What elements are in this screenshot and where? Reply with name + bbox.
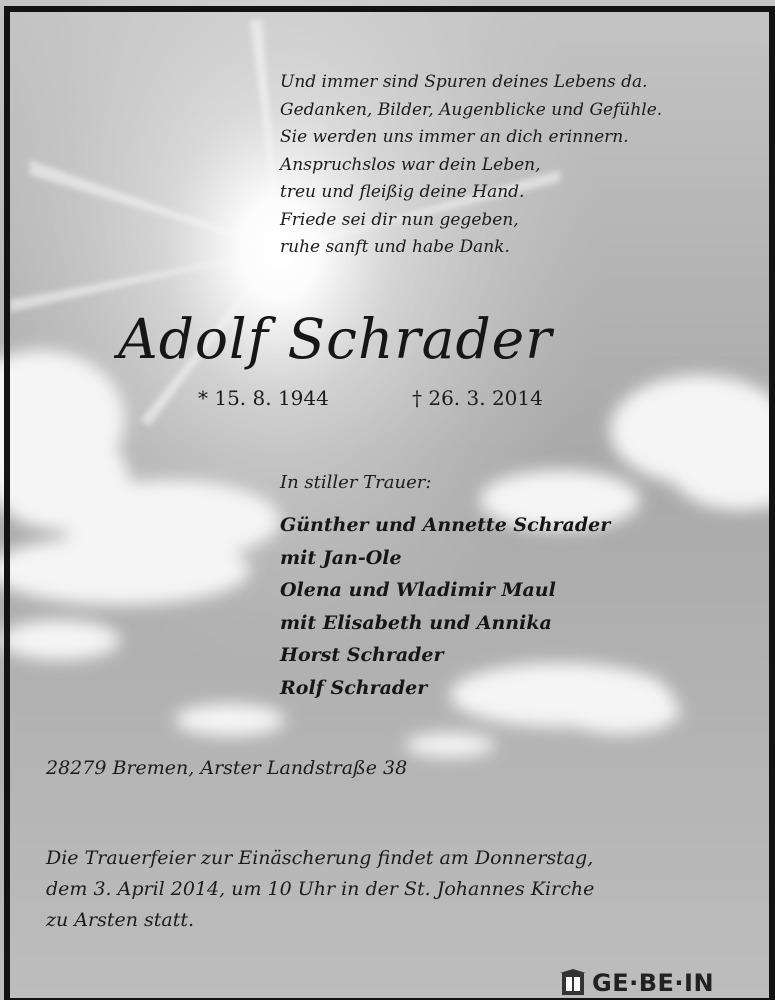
mourner-line: Günther und Annette Schrader [280,514,611,536]
funeral-service-info [46,843,736,936]
lantern-icon [560,969,586,997]
address: 28279 Bremen, Arster Landstraße 38 [46,757,408,779]
mourner-line: mit Elisabeth und Annika [280,611,552,634]
poem-line: Anspruchslos war dein Leben, [280,154,541,175]
birth-date: * 15. 8. 1944 [198,386,329,410]
mourner-line: Rolf Schrader [280,676,428,699]
logo-text: GE·BE·IN [592,969,715,997]
publisher-logo [560,967,742,999]
mourner-line: Olena und Wladimir Maul [280,579,556,601]
mourners-list [280,509,610,704]
mourner-line: mit Jan-Ole [280,546,402,569]
poem-line: Sie werden uns immer an dich erinnern. [280,127,629,147]
service-line: Die Trauerfeier zur Einäscherung findet am Donnerstag, [46,847,594,869]
service-line: zu Arsten statt. [46,909,195,931]
poem-line: treu und fleißig deine Hand. [280,182,525,202]
mourner-line: Horst Schrader [280,644,444,666]
poem-line: Friede sei dir nun gegeben, [280,209,519,230]
poem-line: ruhe sanft und habe Dank. [280,237,510,257]
deceased-name: Adolf Schrader [118,307,553,371]
death-date: † 26. 3. 2014 [412,386,543,410]
poem [280,69,750,262]
poem-line: Gedanken, Bilder, Augenblicke und Gefühle. [280,99,663,120]
service-line: dem 3. April 2014, um 10 Uhr in der St. Johannes Kirche [46,878,595,900]
poem-line: Und immer sind Spuren deines Lebens da. [280,72,648,92]
mourning-label: In stiller Trauer: [280,472,432,493]
